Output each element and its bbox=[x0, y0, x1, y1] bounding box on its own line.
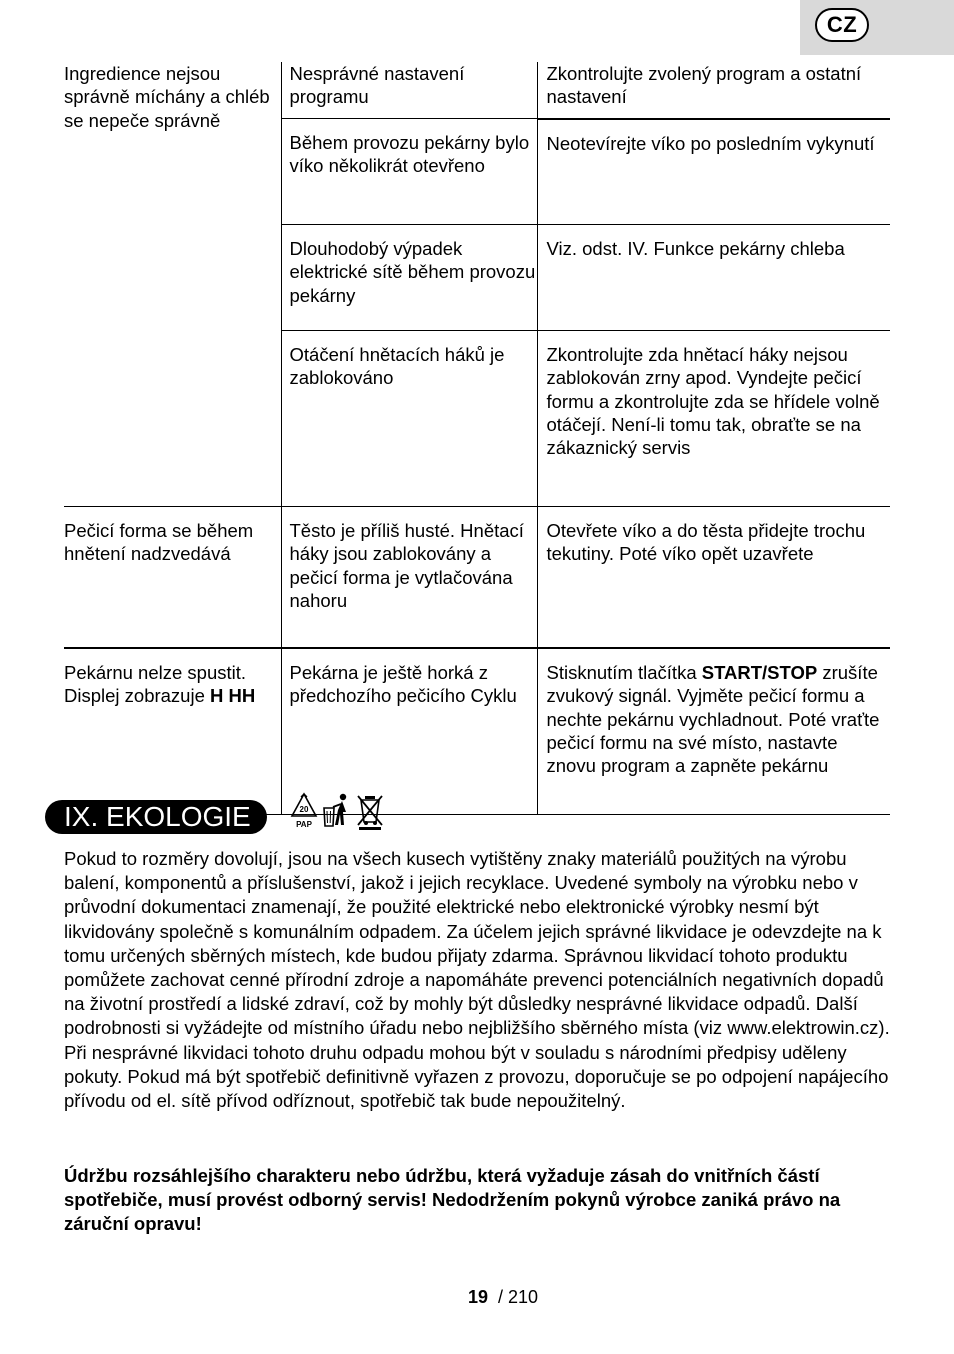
ecology-body bbox=[64, 847, 894, 1113]
table-row bbox=[64, 648, 890, 815]
cause-cell bbox=[281, 331, 537, 507]
page-total: / 210 bbox=[497, 1287, 539, 1307]
weee-crossed-bin-icon bbox=[356, 792, 384, 830]
eco-icons bbox=[290, 792, 384, 830]
problem-text-prefix: Pekárnu nelze spustit. Displej zobrazuje bbox=[64, 662, 247, 707]
cause-cell bbox=[281, 119, 537, 225]
problem-text bbox=[64, 661, 281, 708]
recycle-code: PAP bbox=[296, 820, 312, 829]
ecology-paragraph: Pokud to rozměry dovolují, jsou na všech kusech vytištěny znaky materiálů použitých na výrobu balení, komponentů a příslušenství, jakož i jejich recyklace. Uvedené symboly na výrobku nebo v průvodní dokumentaci znamenají, že použité elektrické nebo elektronické výrobky nesmí být likvidovány společně s komunálním odpadem. Za účelem jejich správné likvidace je odevzdejte na k tomu určených sběrných místech, kde budou přijaty zdarma. Správnou likvidací tohoto produktu pomůžete zachovat cenné přírodní zdroje a napomáháte prevenci potenciálních negativních dopadů na životní prostředí a lidské zdraví, což by mohly být důsledky nesprávné likvidace odpadů. Další podrobnosti si vyžádejte od místního úřadu nebo nejbližšího sběrného místa (viz www.elektrowin.cz). Při nesprávné likvidaci tohoto druhu odpadu mohou být v souladu s národními předpisy uděleny pokuty. Pokud má být spotřebič definitivně vyřazen z provozu, doporučuje se po odpojení napájecího přívodu od el. sítě přívod odříznout, spotřebič tak bude nepoužitelný. bbox=[64, 848, 890, 1112]
solution-text: Neotevírejte víko po posledním vykynutí bbox=[546, 132, 875, 154]
language-tab bbox=[800, 0, 954, 55]
tidy-man-icon bbox=[322, 792, 352, 830]
problem-cell bbox=[64, 648, 281, 815]
solution-text-prefix: Stisknutím tlačítka bbox=[546, 662, 702, 683]
cause-cell bbox=[281, 225, 537, 331]
problem-cell bbox=[64, 507, 281, 649]
solution-cell bbox=[537, 225, 890, 331]
cause-text: Otáčení hnětacích háků je zablokováno bbox=[289, 344, 505, 389]
table-row bbox=[64, 62, 890, 119]
page-current: 19 bbox=[467, 1287, 488, 1307]
language-badge: CZ bbox=[815, 8, 869, 42]
cause-text: Během provozu pekárny bylo víko několikrát otevřeno bbox=[289, 132, 530, 177]
cause-text: Pekárna je ještě horká z předchozího pečicího Cyklu bbox=[289, 662, 517, 707]
troubleshooting-table bbox=[64, 62, 890, 815]
cause-cell bbox=[281, 648, 537, 815]
cause-text: Nesprávné nastavení programu bbox=[289, 63, 465, 108]
problem-text: Pečicí forma se během hnětení nadzvedává bbox=[64, 520, 254, 565]
solution-cell bbox=[537, 648, 890, 815]
table-row bbox=[64, 507, 890, 649]
cause-cell bbox=[281, 507, 537, 649]
problem-text: Ingredience nejsou správně míchány a chléb se nepeče správně bbox=[64, 63, 270, 131]
solution-cell bbox=[537, 119, 890, 225]
solution-cell bbox=[537, 62, 890, 119]
display-code: H HH bbox=[210, 685, 256, 707]
page-number bbox=[0, 1287, 954, 1308]
recycle-pap-icon bbox=[290, 792, 318, 830]
cause-cell bbox=[281, 62, 537, 119]
solution-text-suffix: zrušíte zvukový signál. Vyjměte pečicí formu a nechte pekárnu vychladnout. Poté vraťte pečicí formu na své místo, nastavte znovu program a zapněte pekárnu bbox=[546, 662, 880, 777]
start-stop-label: START/STOP bbox=[701, 662, 818, 683]
solution-cell bbox=[537, 331, 890, 507]
service-warning: Údržbu rozsáhlejšího charakteru nebo údržbu, která vyžaduje zásah do vnitřních částí spotřebiče, musí provést odborný servis! Nedodržením pokynů výrobce zaniká právo na záruční opravu! bbox=[64, 1165, 841, 1235]
solution-text: Viz. odst. IV. Funkce pekárny chleba bbox=[546, 238, 845, 259]
solution-cell bbox=[537, 507, 890, 649]
solution-text: Zkontrolujte zda hnětací háky nejsou zablokován zrny apod. Vyndejte pečicí formu a zkontrolujte zda se hřídele volně otáčejí. Není-li tomu tak, obraťte se na zákaznický servis bbox=[546, 344, 880, 459]
cause-text: Dlouhodobý výpadek elektrické sítě během provozu pekárny bbox=[289, 238, 536, 306]
solution-text bbox=[538, 661, 891, 777]
solution-text: Zkontrolujte zvolený program a ostatní nastavení bbox=[546, 63, 862, 108]
recycle-number: 20 bbox=[299, 805, 309, 814]
solution-text: Otevřete víko a do těsta přidejte trochu tekutiny. Poté víko opět uzavřete bbox=[546, 520, 866, 565]
cause-text: Těsto je příliš husté. Hnětací háky jsou zablokovány a pečicí forma je vytlačována nahoru bbox=[289, 520, 524, 611]
problem-cell bbox=[64, 62, 281, 507]
section-heading: IX. EKOLOGIE bbox=[45, 800, 267, 834]
